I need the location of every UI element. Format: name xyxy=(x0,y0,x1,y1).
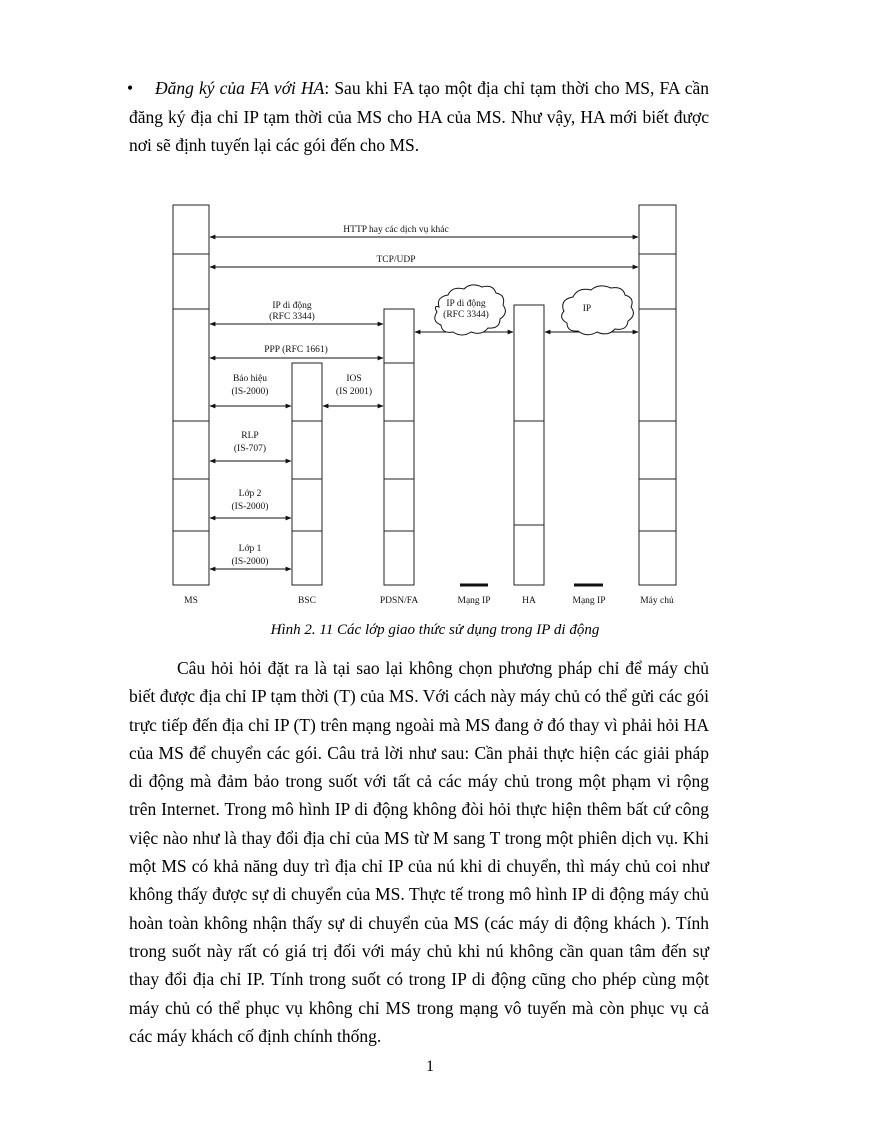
intro-lead: Đăng ký của FA với HA xyxy=(155,78,325,98)
ip-cloud xyxy=(562,286,634,335)
ha-stack xyxy=(514,305,544,585)
page-number: 1 xyxy=(426,1058,434,1075)
signaling-label-2: (IS-2000) xyxy=(231,387,269,397)
tcp-label: TCP/UDP xyxy=(376,255,416,265)
signaling-label-1: Báo hiệu xyxy=(232,374,268,384)
server-stack xyxy=(639,205,676,585)
http-label: HTTP hay các dịch vụ khác xyxy=(343,225,449,235)
intro-bullet-paragraph xyxy=(129,74,709,160)
protocol-stack-diagram xyxy=(150,195,674,615)
node-pdsn-fa-label: PDSN/FA xyxy=(379,596,419,606)
mobile-ip-label-2: (RFC 3344) xyxy=(269,312,315,322)
ios-label-2: (IS 2001) xyxy=(335,387,373,397)
node-ip-network-2-label: Mạng IP xyxy=(572,596,606,606)
layer1-label-1: Lớp 1 xyxy=(238,544,262,554)
intro-text xyxy=(129,74,709,160)
bullet-icon: • xyxy=(127,78,134,98)
figure-caption: Hình 2. 11 Các lớp giao thức sử dụng trong IP di động xyxy=(270,622,600,638)
node-bsc-label: BSC xyxy=(298,596,316,606)
ms-stack xyxy=(173,205,209,585)
cloud-ip-label: IP xyxy=(582,304,592,314)
rlp-label-2: (IS-707) xyxy=(233,444,267,454)
ppp-label: PPP (RFC 1661) xyxy=(264,345,328,355)
mobile-ip-label-1: IP di động xyxy=(272,301,312,311)
layer2-label-1: Lớp 2 xyxy=(238,489,262,499)
body-paragraph: Câu hỏi hỏi đặt ra là tại sao lại không chọn phương pháp chỉ để máy chủ biết được địa chỉ IP tạm thời (T) của MS. Với cách này máy chủ có thể gửi các gói trực tiếp đến địa chỉ IP (T) trên mạng ngoài mà MS đang ở đó thay vì phải hỏi HA của MS để chuyển các gói. Câu trả lời như sau: Cần phải thực hiện các giải pháp di động mà đảm bảo trong suốt với tất cả các máy chủ trong một phạm vi rộng trên Internet. Trong mô hình IP di động không đòi hỏi thực hiện thêm bất cứ công việc nào như là thay đổi địa chỉ của MS từ M sang T trong một phiên dịch vụ. Khi một MS có khả năng duy trì địa chỉ IP của nú khi di chuyển, thì máy chủ coi như không thấy được sự di chuyển của MS. Thực tế trong mô hình IP di động máy chủ hoàn toàn không nhận thấy sự di chuyển của MS (các máy di động khách ). Tính trong suốt này rất có giá trị đối với máy chủ khi nú không cần quan tâm đến sự thay đổi địa chỉ IP. Tính trong suốt có trong IP di động cũng cho phép cùng một máy chủ có thể phục vụ không chỉ MS trong mạng vô tuyến mà còn phục vụ cả các máy khách cố định chính thống. xyxy=(129,658,709,1046)
node-ms-label: MS xyxy=(184,596,198,606)
rlp-label-1: RLP xyxy=(241,431,259,441)
node-ha-label: HA xyxy=(522,596,536,606)
cloud-mobile-ip-label-2: (RFC 3344) xyxy=(443,310,489,320)
pdsn-fa-stack xyxy=(384,309,414,585)
cloud-mobile-ip-label-1: IP di động xyxy=(446,299,486,309)
node-server-label: Máy chủ xyxy=(640,596,674,606)
bsc-stack xyxy=(292,363,322,585)
intro-body: : Sau khi FA tạo một địa chỉ tạm thời cho MS, FA cần đăng ký địa chỉ IP tạm thời của MS cho HA của MS. Như vậy, HA mới biết được nơi sẽ định tuyến lại các gói đến cho MS. xyxy=(129,78,709,155)
layer1-label-2: (IS-2000) xyxy=(231,557,269,567)
ios-label-1: IOS xyxy=(346,374,362,384)
layer2-label-2: (IS-2000) xyxy=(231,502,269,512)
node-ip-network-1-label: Mạng IP xyxy=(457,596,491,606)
